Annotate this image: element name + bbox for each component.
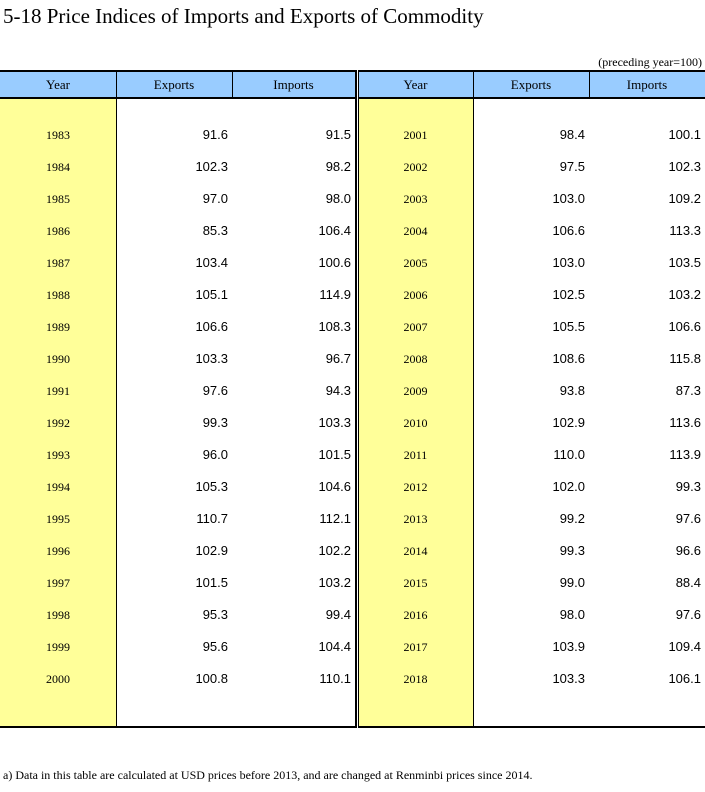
right-year-cell: 2003 [403, 192, 428, 206]
left-year-cell: 1995 [46, 512, 70, 526]
right-imports-cell: 100.1 [668, 127, 701, 142]
right-exports-cells [473, 99, 589, 728]
right-year-cell: 2014 [403, 544, 428, 558]
left-year-cell: 1984 [46, 160, 70, 174]
right-exports-column [473, 70, 589, 728]
left-year-cell: 1985 [46, 192, 70, 206]
right-imports-cell: 103.2 [668, 287, 701, 302]
header-divider [232, 70, 233, 99]
left-imports-cell: 102.2 [318, 543, 351, 558]
right-exports-cell: 103.9 [552, 639, 585, 654]
column-divider [116, 70, 117, 728]
left-exports-cell: 105.1 [195, 287, 228, 302]
right-exports-cell: 93.8 [559, 383, 585, 398]
left-year-cell: 1987 [46, 256, 70, 270]
right-exports-cell: 103.0 [552, 255, 585, 270]
right-exports-cell: 110.0 [553, 447, 585, 462]
right-year-cell: 2001 [403, 128, 428, 142]
left-imports-cell: 98.2 [325, 159, 351, 174]
right-imports-cell: 97.6 [675, 607, 701, 622]
right-exports-cell: 102.5 [552, 287, 585, 302]
left-year-cell: 1997 [46, 576, 70, 590]
left-imports-cell: 94.3 [325, 383, 351, 398]
right-imports-cell: 115.8 [669, 351, 701, 366]
left-imports-cell: 104.4 [318, 639, 351, 654]
left-year-cells [0, 99, 116, 728]
right-year-cell: 2012 [403, 480, 428, 494]
unit-note: (preceding year=100) [598, 55, 702, 69]
left-imports-cell: 99.4 [325, 607, 351, 622]
left-imports-cell: 98.0 [325, 191, 351, 206]
right-exports-cell: 108.6 [552, 351, 585, 366]
right-imports-cell: 88.4 [675, 575, 701, 590]
left-year-cell: 1993 [46, 448, 70, 462]
right-imports-cell: 87.3 [675, 383, 701, 398]
left-imports-cell: 106.4 [318, 223, 351, 238]
right-imports-cell: 109.4 [668, 639, 701, 654]
right-year-cell: 2002 [403, 160, 428, 174]
left-exports-cell: 95.3 [202, 607, 228, 622]
left-exports-cell: 102.9 [195, 543, 228, 558]
right-year-cell: 2018 [403, 672, 428, 686]
right-imports-cell: 113.9 [669, 447, 701, 462]
right-year-cell: 2013 [403, 512, 428, 526]
left-imports-cell: 114.9 [319, 287, 351, 302]
table-title: 5-18 Price Indices of Imports and Exports of Commodity [3, 4, 484, 28]
left-exports-cell: 103.4 [195, 255, 228, 270]
right-imports-cell: 113.6 [669, 415, 701, 430]
left-imports-cell: 104.6 [318, 479, 351, 494]
left-imports-cell: 108.3 [318, 319, 351, 334]
right-exports-cell: 97.5 [559, 159, 585, 174]
right-exports-cell: 99.3 [559, 543, 585, 558]
left-exports-cell: 103.3 [195, 351, 228, 366]
right-imports-cell: 97.6 [675, 511, 701, 526]
right-imports-cell: 102.3 [668, 159, 701, 174]
right-exports-cell: 106.6 [552, 223, 585, 238]
block-divider-left [355, 70, 357, 728]
left-exports-cell: 97.0 [202, 191, 228, 206]
right-exports-cell: 102.9 [552, 415, 585, 430]
left-exports-cell: 95.6 [202, 639, 228, 654]
left-exports-cell: 105.3 [195, 479, 228, 494]
footnote: a) Data in this table are calculated at USD prices before 2013, and are changed at Renminbi prices since 2014. [3, 768, 533, 782]
left-year-cell: 1999 [46, 640, 70, 654]
left-year-cell: 1992 [46, 416, 70, 430]
left-year-cell: 1996 [46, 544, 70, 558]
right-year-cell: 2008 [403, 352, 428, 366]
right-year-cells [358, 99, 473, 728]
left-exports-cell: 85.3 [202, 223, 228, 238]
left-exports-cells [116, 99, 232, 728]
left-exports-header: Exports [116, 70, 232, 99]
left-exports-cell: 101.5 [195, 575, 228, 590]
right-imports-header: Imports [589, 70, 705, 99]
left-year-cell: 1991 [46, 384, 70, 398]
left-exports-cell: 110.7 [196, 511, 228, 526]
left-year-cell: 1988 [46, 288, 70, 302]
right-exports-cell: 99.2 [559, 511, 585, 526]
left-exports-cell: 97.6 [202, 383, 228, 398]
left-imports-cell: 103.3 [318, 415, 351, 430]
left-imports-cell: 101.5 [318, 447, 351, 462]
right-exports-cell: 99.0 [559, 575, 585, 590]
right-year-cell: 2017 [403, 640, 428, 654]
right-imports-cells [589, 99, 705, 728]
left-year-cell: 1990 [46, 352, 70, 366]
left-year-cell: 1994 [46, 480, 70, 494]
left-exports-cell: 91.6 [202, 127, 228, 142]
right-imports-cell: 103.5 [668, 255, 701, 270]
right-year-header: Year [358, 70, 473, 99]
right-imports-column [589, 70, 705, 728]
left-exports-cell: 100.8 [195, 671, 228, 686]
right-exports-cell: 103.0 [552, 191, 585, 206]
left-imports-column [232, 70, 355, 728]
right-exports-cell: 98.0 [559, 607, 585, 622]
right-year-cell: 2015 [403, 576, 428, 590]
right-imports-cell: 106.1 [668, 671, 701, 686]
left-year-cell: 1989 [46, 320, 70, 334]
left-exports-cell: 96.0 [202, 447, 228, 462]
right-imports-cell: 99.3 [675, 479, 701, 494]
left-year-cell: 2000 [46, 672, 70, 686]
right-exports-header: Exports [473, 70, 589, 99]
left-year-header: Year [0, 70, 116, 99]
block-divider-right [358, 70, 359, 728]
left-imports-cell: 91.5 [325, 127, 351, 142]
right-year-cell: 2011 [403, 448, 428, 462]
left-imports-cell: 96.7 [325, 351, 351, 366]
left-exports-column [116, 70, 232, 728]
left-year-column [0, 70, 116, 728]
right-year-cell: 2006 [403, 288, 428, 302]
right-exports-cell: 98.4 [559, 127, 585, 142]
left-imports-cell: 112.1 [319, 511, 351, 526]
right-exports-cell: 102.0 [552, 479, 585, 494]
left-imports-cell: 103.2 [318, 575, 351, 590]
left-imports-cells [232, 99, 355, 728]
right-imports-cell: 96.6 [675, 543, 701, 558]
right-year-cell: 2005 [403, 256, 428, 270]
left-imports-cell: 100.6 [318, 255, 351, 270]
right-year-cell: 2010 [403, 416, 428, 430]
header-divider [589, 70, 590, 99]
right-year-cell: 2016 [403, 608, 428, 622]
right-year-cell: 2009 [403, 384, 428, 398]
column-divider [473, 70, 474, 728]
left-exports-cell: 102.3 [195, 159, 228, 174]
left-imports-cell: 110.1 [319, 671, 351, 686]
right-year-cell: 2004 [403, 224, 428, 238]
right-imports-cell: 106.6 [668, 319, 701, 334]
right-imports-cell: 113.3 [669, 223, 701, 238]
right-exports-cell: 105.5 [552, 319, 585, 334]
right-imports-cell: 109.2 [668, 191, 701, 206]
left-imports-header: Imports [232, 70, 355, 99]
left-exports-cell: 99.3 [202, 415, 228, 430]
left-year-cell: 1983 [46, 128, 70, 142]
right-year-column [358, 70, 473, 728]
left-year-cell: 1986 [46, 224, 70, 238]
left-exports-cell: 106.6 [195, 319, 228, 334]
right-exports-cell: 103.3 [552, 671, 585, 686]
left-year-cell: 1998 [46, 608, 70, 622]
right-year-cell: 2007 [403, 320, 428, 334]
price-index-table [0, 70, 705, 728]
